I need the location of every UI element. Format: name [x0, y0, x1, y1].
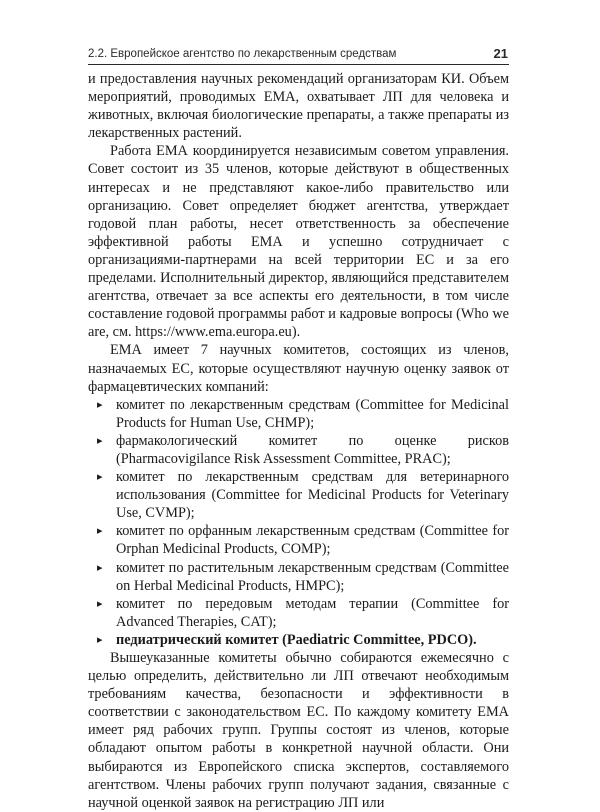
list-item	[88, 432, 509, 468]
list-item	[88, 522, 509, 558]
bullet-arrow-icon: ▸	[97, 561, 103, 574]
bullet-arrow-icon: ▸	[97, 597, 103, 610]
paragraph: Работа ЕМА координируется независимым советом управления. Совет состоит из 35 членов, которые действуют в общественных интересах и не представляют какое-либо правительство или организацию. Совет определяет бюджет агентства, утверждает годовой план работы, несет ответственность за обеспечение эффективной работы ЕМА и успешно сотрудничает с организациями-партнерами на всей территории ЕС и за его пределами. Исполнительный директор, являющийся представителем агентства, отвечает за все аспекты его деятельности, в том числе составление годовой программы работ и кадровые вопросы (Who we are, см. https://www.ema.europa.eu).	[88, 143, 509, 341]
paragraph: и предоставления научных рекомендаций организаторам КИ. Объем мероприятий, проводимых ЕМА, охватывает ЛП для человека и животных, включая биологические препараты, а также препараты из лекарственных растений.	[88, 71, 509, 142]
section-title: 2.2. Европейское агентство по лекарственным средствам	[88, 48, 397, 60]
bullet-arrow-icon: ▸	[97, 434, 103, 447]
list-item-text: комитет по лекарственным средствам (Committee for Medicinal Products for Human Use, CHMP);	[116, 396, 509, 431]
list-item-text: комитет по орфанным лекарственным средствам (Committee for Orphan Medicinal Products, COMP);	[116, 523, 509, 558]
body-text	[88, 70, 509, 812]
list-item	[88, 468, 509, 522]
list-item-text: фармакологический комитет по оценке рисков (Pharmacovigilance Risk Assessment Committee, PRAC);	[116, 432, 509, 467]
committee-list	[88, 396, 509, 649]
list-item	[88, 396, 509, 432]
bullet-arrow-icon: ▸	[97, 471, 103, 484]
paragraph: ЕМА имеет 7 научных комитетов, состоящих из членов, назначаемых ЕС, которые осуществляют научную оценку заявок от фармацевтических компаний:	[88, 342, 509, 395]
running-header	[88, 46, 508, 66]
header-divider	[88, 64, 509, 65]
list-item-text: комитет по растительным лекарственным средствам (Committee on Herbal Medicinal Products, HMPC);	[116, 559, 509, 594]
bullet-arrow-icon: ▸	[97, 633, 103, 646]
bullet-arrow-icon: ▸	[97, 398, 103, 411]
list-item-text: педиатрический комитет (Paediatric Committee, PDCO).	[116, 631, 477, 648]
list-item-text: комитет по лекарственным средствам для ветеринарного использования (Committee for Medicinal Products for Veterinary Use, CVMP);	[116, 469, 509, 522]
list-item-text: комитет по передовым методам терапии (Committee for Advanced Therapies, CAT);	[116, 595, 509, 630]
page-number: 21	[493, 46, 508, 61]
list-item	[88, 631, 509, 649]
list-item	[88, 559, 509, 595]
bullet-arrow-icon: ▸	[97, 525, 103, 538]
list-item	[88, 595, 509, 631]
paragraph: Вышеуказанные комитеты обычно собираются ежемесячно с целью определить, действительно ли ЛП отвечают необходимым требованиям качества, безопасности и эффективности в соответствии с законодательством ЕС. По каждому комитету ЕМА имеет ряд рабочих групп. Группы состоят из членов, которые обладают опытом работы в конкретной научной области. Они выбираются из Европейского списка экспертов, составляемого агентством. Члены рабочих групп получают задания, связанные с научной оценкой заявок на регистрацию ЛП или	[88, 650, 509, 811]
